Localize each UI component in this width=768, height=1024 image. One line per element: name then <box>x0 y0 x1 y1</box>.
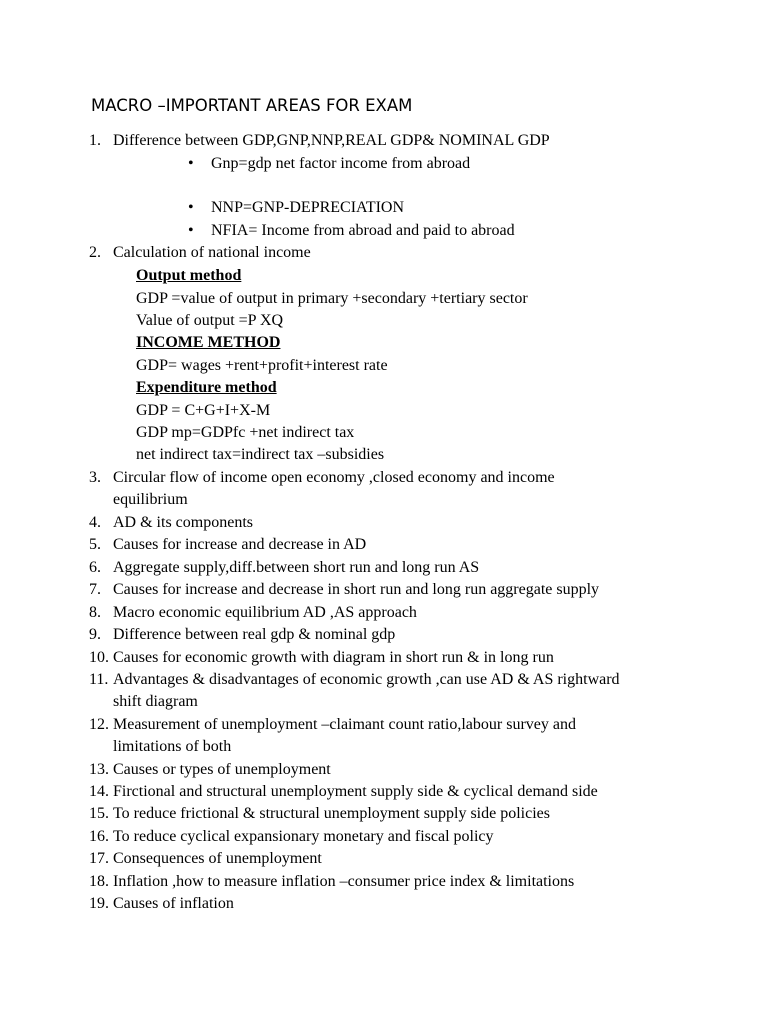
item-number: 14. <box>89 783 109 800</box>
item-number: 6. <box>89 559 101 576</box>
item-number: 18. <box>89 873 109 890</box>
bullet-text: NNP=GNP-DEPRECIATION <box>211 199 405 216</box>
item-number: 7. <box>89 581 101 598</box>
item-text: Causes for increase and decrease in short run and long run aggregate supply <box>113 581 600 598</box>
item-number: 3. <box>89 469 101 486</box>
document-title: MACRO –IMPORTANT AREAS FOR EXAM <box>91 96 413 115</box>
item-number: 1. <box>89 132 101 149</box>
item-number: 10. <box>89 649 109 666</box>
item-text: Firctional and structural unemployment supply side & cyclical demand side <box>113 783 598 800</box>
item-number: 13. <box>89 761 109 778</box>
item-text: Calculation of national income <box>113 244 311 261</box>
item-text: Advantages & disadvantages of economic growth ,can use AD & AS rightward <box>113 671 620 688</box>
document-page: MACRO –IMPORTANT AREAS FOR EXAM 1. Difference between GDP,GNP,NNP,REAL GDP& NOMINAL GDP • Gnp=gdp net factor income from abroad • NNP=GNP-DEPRECIATION • NFIA= Income from abroad and paid to abroad 2. Calculation of national income Output method GDP =value of output in primary +secondary +tertiary sector Value of output =P XQ INCOME METHOD GDP= wages +rent+profit+interest rate Expenditure method GDP = C+G+I+X-M GDP mp=GDPfc +net indirect tax net indirect tax=indirect tax –subsidies 3. Circular flow of income open economy ,closed economy and income equilibrium 4. AD & its components 5. Causes for increase and decrease in AD 6. Aggregate supply,diff.between short run and long run AS 7. Causes for increase and decrease in short run and long run aggregate supply 8. Macro economic equilibrium AD ,AS approach 9. Difference between real gdp & nominal gdp 10. Causes for economic growth with diagram in short run & in long run 11. Advantages & disadvantages of economic growth ,can use AD & AS rightward shift diagram 12. Measurement of unemployment –claimant count ratio,labour survey and limitations of both 13. Causes or types of unemployment 14. Firctional and structural unemployment supply side & cyclical demand side 15. To reduce frictional & structural unemployment supply side policies 16. To reduce cyclical expansionary monetary and fiscal policy 17. Consequences of unemployment 18. Inflation ,how to measure inflation –consumer price index & limitations 19. Causes of inflation <box>0 0 768 1024</box>
item-text: Causes for increase and decrease in AD <box>113 536 367 553</box>
bullet-icon: • <box>188 199 194 216</box>
item-number: 11. <box>89 671 109 688</box>
item-number: 2. <box>89 244 101 261</box>
bullet-icon: • <box>188 155 194 172</box>
item-text: Difference between GDP,GNP,NNP,REAL GDP& NOMINAL GDP <box>113 132 550 149</box>
item-text: Causes for economic growth with diagram in short run & in long run <box>113 649 554 666</box>
bullet-text: NFIA= Income from abroad and paid to abroad <box>211 222 515 239</box>
item-text: Aggregate supply,diff.between short run and long run AS <box>113 559 480 576</box>
item-number: 5. <box>89 536 101 553</box>
item-number: 4. <box>89 514 101 531</box>
item-number: 16. <box>89 828 109 845</box>
item-number: 9. <box>89 626 101 643</box>
item-number: 19. <box>89 895 109 912</box>
item-number: 12. <box>89 716 109 733</box>
item-text: AD & its components <box>113 514 253 531</box>
item-text: Consequences of unemployment <box>113 850 322 867</box>
item-text: Macro economic equilibrium AD ,AS approach <box>113 604 417 621</box>
item-text: Causes or types of unemployment <box>113 761 331 778</box>
item-number: 15. <box>89 805 109 822</box>
bullet-icon: • <box>188 222 194 239</box>
item-text: Inflation ,how to measure inflation –consumer price index & limitations <box>113 873 575 890</box>
item-number: 17. <box>89 850 109 867</box>
item-text: To reduce frictional & structural unemployment supply side policies <box>113 805 550 822</box>
item-number: 8. <box>89 604 101 621</box>
item-text: Circular flow of income open economy ,closed economy and income <box>113 469 555 486</box>
item-text: Difference between real gdp & nominal gdp <box>113 626 396 643</box>
bullet-text: Gnp=gdp net factor income from abroad <box>211 155 471 172</box>
item-text: To reduce cyclical expansionary monetary and fiscal policy <box>113 828 494 845</box>
item-text: Measurement of unemployment –claimant count ratio,labour survey and <box>113 716 576 733</box>
item-text: Causes of inflation <box>113 895 234 912</box>
